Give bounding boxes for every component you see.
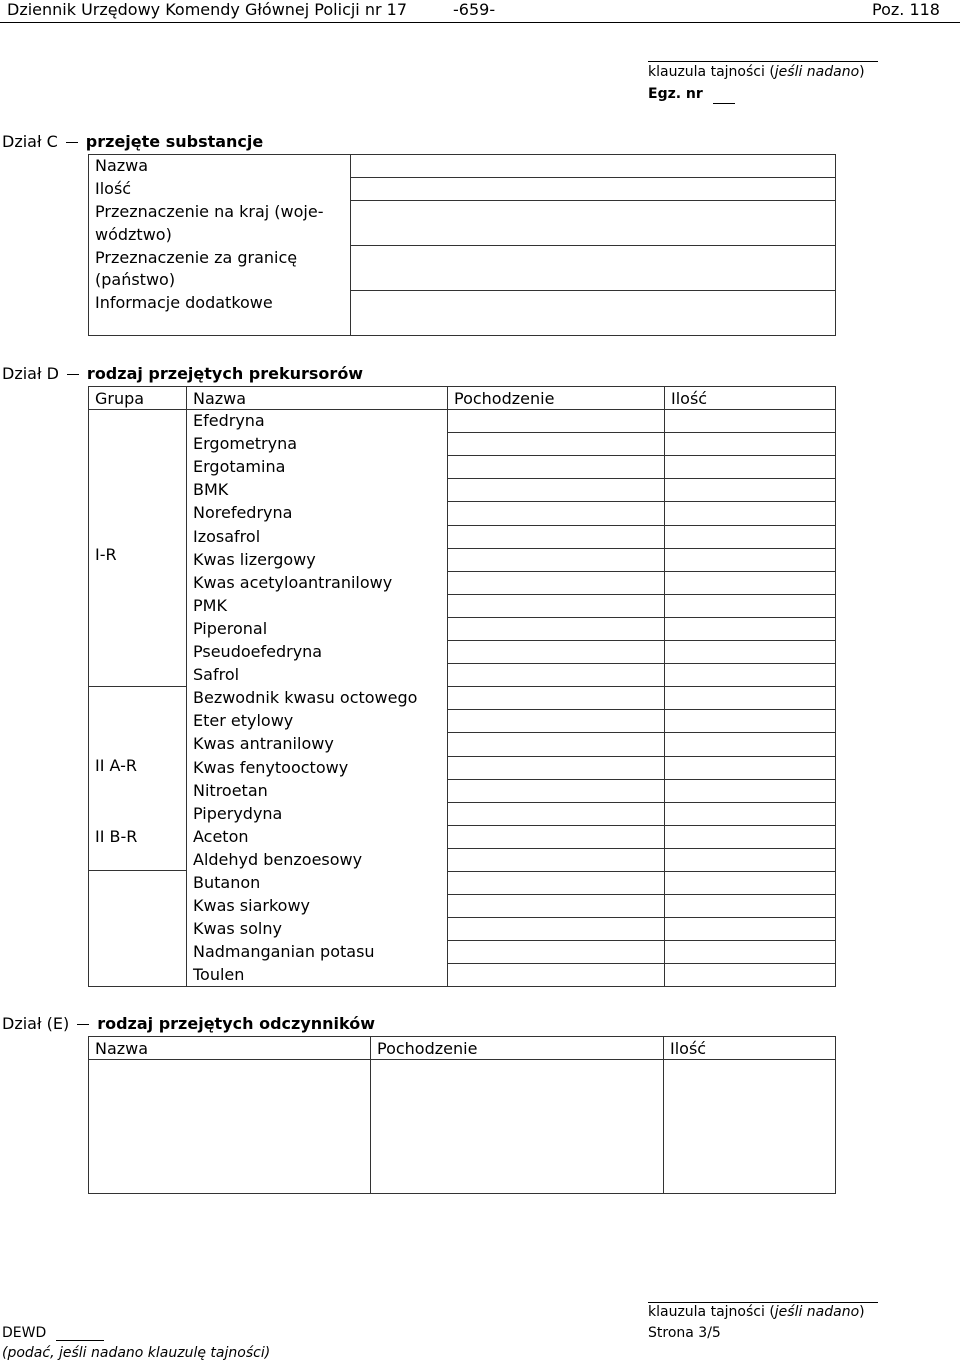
section-d-header-group: Grupa: [95, 389, 145, 408]
row-divider: [447, 571, 836, 572]
precursor-name: Piperonal: [193, 618, 268, 638]
row-divider: [447, 871, 836, 872]
section-c-row-additional: Informacje dodatkowe: [95, 293, 273, 312]
precursor-name: PMK: [193, 595, 227, 615]
classification-line: [648, 61, 878, 62]
row-divider: [447, 825, 836, 826]
row-divider: [447, 548, 836, 549]
precursor-name: Efedryna: [193, 411, 265, 430]
section-c-row-abroad-cont: (państwo): [95, 270, 176, 289]
group-i-r: I-R: [95, 545, 117, 564]
row-divider: [447, 732, 836, 733]
footer-dewd-line: [56, 1340, 104, 1341]
section-e-header-quantity: Ilość: [670, 1039, 707, 1058]
precursor-name: Kwas solny: [193, 919, 282, 939]
footer-dewd: DEWD: [2, 1325, 47, 1341]
row-divider: [447, 432, 836, 433]
section-d-header-origin: Pochodzenie: [454, 389, 555, 408]
row-divider: [447, 779, 836, 780]
row-divider: [447, 709, 836, 710]
precursor-name: Aldehyd benzoesowy: [193, 849, 363, 869]
precursor-name: Safrol: [193, 665, 240, 685]
section-c-heading: Dział C przejęte substancje: [2, 132, 264, 151]
precursor-name: Izosafrol: [193, 526, 261, 546]
precursor-name: Piperydyna: [193, 803, 283, 823]
row-divider: [447, 617, 836, 618]
precursor-name: Nadmanganian potasu: [193, 942, 375, 962]
footer-classification-line: [648, 1302, 878, 1303]
row-divider: [447, 756, 836, 757]
section-c-row-domestic-cont: wództwo): [95, 225, 172, 244]
row-divider: [447, 686, 836, 687]
precursor-name: Kwas lizergowy: [193, 549, 316, 569]
precursor-name: BMK: [193, 480, 229, 500]
precursor-name: Ergometryna: [193, 434, 298, 454]
group-ii-b-r: II B-R: [95, 827, 138, 846]
position-number: Poz. 118: [872, 0, 940, 19]
precursor-name: Nitroetan: [193, 780, 268, 800]
precursor-name: Pseudoefedryna: [193, 642, 323, 661]
row-divider: [447, 455, 836, 456]
precursor-name: Toulen: [193, 965, 245, 985]
precursor-name: Bezwodnik kwasu octowego: [193, 688, 418, 708]
copy-number-line: [713, 103, 735, 104]
section-d-header-name: Nazwa: [193, 389, 247, 408]
row-divider: [447, 640, 836, 641]
precursor-name: Kwas antranilowy: [193, 734, 334, 754]
row-divider: [447, 525, 836, 526]
journal-title: Dziennik Urzędowy Komendy Głównej Policji nr 17: [7, 0, 407, 19]
row-divider: [447, 963, 836, 964]
section-e-heading: Dział (E) rodzaj przejętych odczynników: [2, 1014, 375, 1033]
precursor-name: Kwas fenytooctowy: [193, 757, 349, 777]
section-c-row-domestic: Przeznaczenie na kraj (woje-: [95, 202, 324, 221]
section-d-heading: Dział D rodzaj przejętych prekursorów: [2, 364, 364, 383]
section-e-header-origin: Pochodzenie: [377, 1039, 478, 1058]
footer-classification-label: klauzula tajności (jeśli nadano): [648, 1304, 865, 1320]
section-e-header-name: Nazwa: [95, 1039, 149, 1058]
section-d-header-quantity: Ilość: [671, 389, 708, 408]
row-divider: [447, 594, 836, 595]
section-c-row-quantity: Ilość: [95, 179, 132, 198]
page-number: -659-: [453, 0, 496, 19]
precursor-name: Kwas siarkowy: [193, 896, 311, 916]
row-divider: [447, 940, 836, 941]
row-divider: [447, 478, 836, 479]
precursor-name: Norefedryna: [193, 503, 293, 523]
precursor-name: Eter etylowy: [193, 711, 294, 731]
footer-note: (podać, jeśli nadano klauzulę tajności): [2, 1345, 271, 1361]
row-divider: [447, 894, 836, 895]
precursor-name: Kwas acetyloantranilowy: [193, 572, 393, 592]
row-divider: [447, 663, 836, 664]
section-c-row-name: Nazwa: [95, 156, 149, 175]
classification-label: klauzula tajności (jeśli nadano): [648, 64, 865, 80]
group-ii-a-r: II A-R: [95, 756, 138, 775]
precursor-name: Ergotamina: [193, 457, 286, 477]
row-divider: [447, 917, 836, 918]
header-rule: [0, 22, 960, 23]
footer-page-number: Strona 3/5: [648, 1325, 721, 1341]
section-c-row-abroad: Przeznaczenie za granicę: [95, 248, 298, 267]
precursor-name: Butanon: [193, 873, 261, 892]
precursor-name: Aceton: [193, 826, 249, 846]
row-divider: [447, 848, 836, 849]
row-divider: [447, 501, 836, 502]
row-divider: [447, 802, 836, 803]
copy-number-label: Egz. nr: [648, 86, 703, 102]
